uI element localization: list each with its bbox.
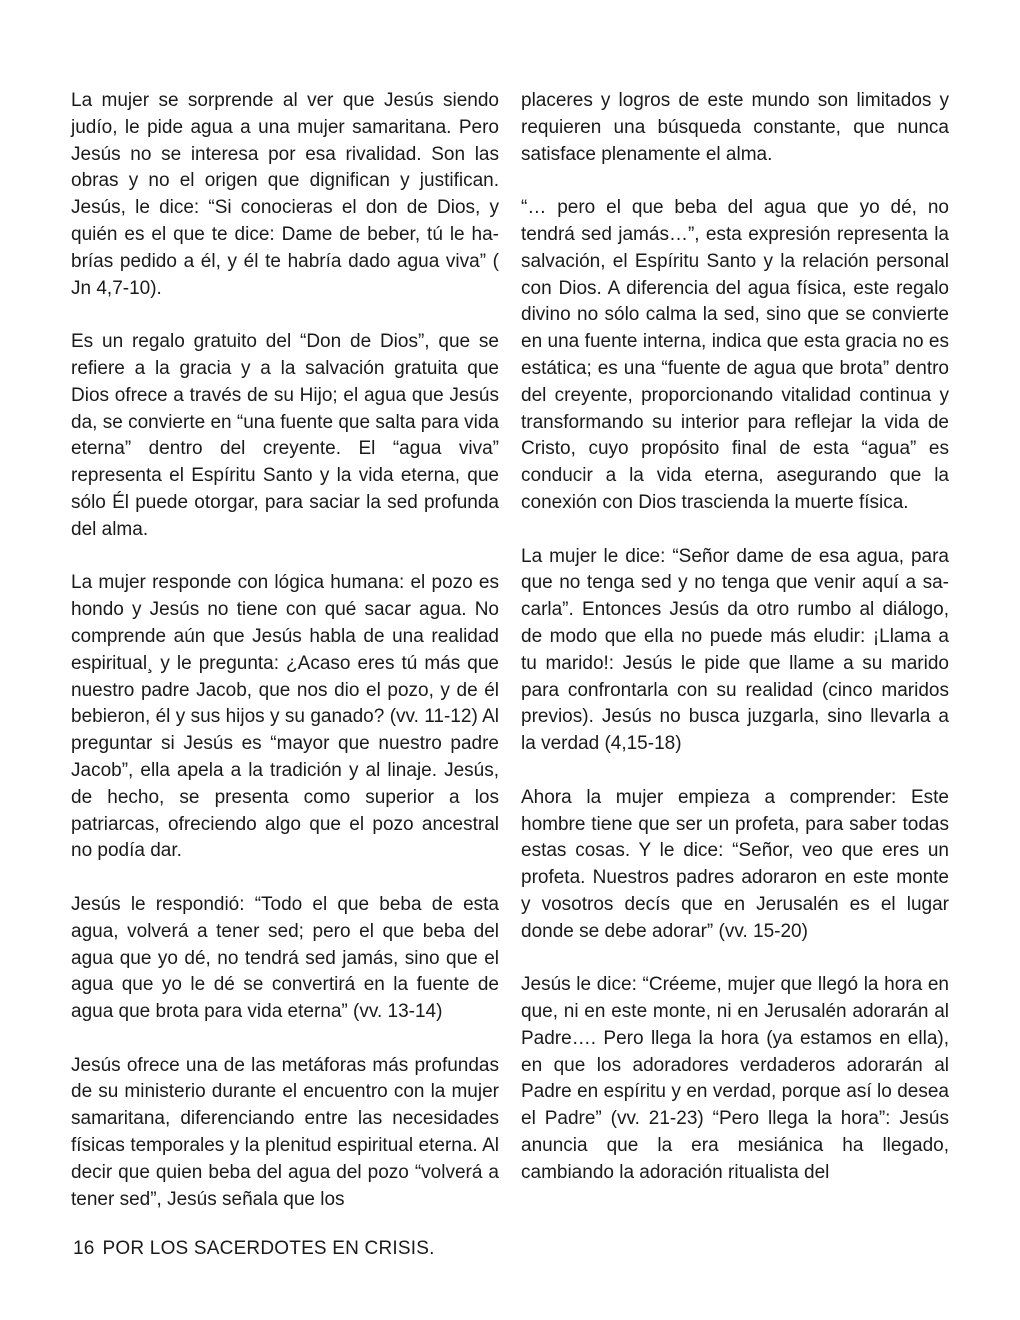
paragraph: Jesús le respondió: “Todo el que beba de esta agua, volverá a tener sed; pero el que beba del agua que yo dé, no tendrá sed jamás, sino que el agua que yo le dé se convertirá en la fuente de agua que brota para vida eterna” (vv. 13-14): [71, 893, 499, 1023]
paragraph: La mujer responde con lógica humana: el pozo es hondo y Jesús no tiene con qué sacar agua. No comprende aún que Jesús habla de una realidad espiritual¸ y le pregunta: ¿Acaso eres tú más que nuestro padre Jacob, que nos dio el pozo, y de él bebieron, él y sus hijos y su ganado? (vv. 11-12) Al preguntar si Jesús es “mayor que nuestro padre Jacob”, ella apela a la tradición y al linaje. Jesús, de hecho, se presenta como superior a los patriarcas, ofreciendo algo que el pozo ancestral no podía dar.: [71, 572, 499, 862]
paragraph: Es un regalo gratuito del “Don de Dios”, que se refiere a la gracia y a la salvación gratuita que Dios ofrece a través de su Hijo; el agua que Jesús da, se convierte en “una fuente que salta para vida eterna” dentro del creyente. El “agua viva” representa el Espíritu Santo y la vida eterna, que sólo Él puede otorgar, para saciar la sed profunda del alma.: [71, 331, 499, 540]
paragraph: placeres y logros de este mundo son limitados y requieren una búsqueda constante, que nunca satisface plenamente el alma.: [521, 90, 949, 165]
paragraph: La mujer se sorprende al ver que Jesús siendo judío, le pide agua a una mujer samaritana. Pero Jesús no se interesa por esa rivalidad. Son las obras y no el origen que dignifican y justifican. Jesús, le dice: “Si conocieras el don de Dios, y quién es el que te dice: Dame de beber, tú le habrías pedido a él, y él te habría dado agua viva” ( Jn 4,7-10).: [71, 90, 499, 299]
paragraph: Jesús ofrece una de las metáforas más profundas de su ministerio durante el encuentro con la mujer samaritana, diferenciando entre las necesidades físicas temporales y la plenitud espiritual eterna. Al decir que quien beba del agua del pozo “volverá a tener sed”, Jesús señala que los: [71, 1054, 499, 1210]
publication-title: POR LOS SACERDOTES EN CRISIS.: [102, 1238, 435, 1259]
left-column: [71, 88, 499, 1240]
page-number: 16: [73, 1238, 95, 1259]
paragraph: Jesús le dice: “Créeme, mujer que llegó la hora en que, ni en este monte, ni en Jerusalén adorarán al Padre…. Pero llega la hora (ya estamos en ella), en que los adoradores verdaderos adorarán al Padre en espíritu y en verdad, porque así lo desea el Padre” (vv. 21-23) “Pero llega la hora”: Jesús anuncia que la era mesiánica ha llegado, cambiando la adoración ritualista del: [521, 974, 949, 1183]
right-column: [521, 88, 949, 1213]
paragraph: “… pero el que beba del agua que yo dé, no tendrá sed jamás…”, esta expresión representa la salvación, el Espíritu Santo y la relación personal con Dios. A diferencia del agua física, este regalo divino no sólo calma la sed, sino que se convierte en una fuente interna, indica que esta gracia no es estática; es una “fuente de agua que brota” dentro del creyente, proporcionando vitalidad continua y transformando su interior para reflejar la vida de Cristo, cuyo propósito final de esta “agua” es conducir a la vida eterna, asegurando que la conexión con Dios trascienda la muerte física.: [521, 197, 949, 513]
paragraph: La mujer le dice: “Señor dame de esa agua, para que no tenga sed y no tenga que venir aquí a sacarla”. Entonces Jesús da otro rumbo al diálogo, de modo que ella no puede más eludir: ¡Llama a tu marido!: Jesús le pide que llame a su marido para confrontarla con su realidad (cinco maridos previos). Jesús no busca juzgarla, sino llevarla a la verdad (4,15-18): [521, 545, 949, 755]
page-footer: [73, 1236, 435, 1262]
paragraph: Ahora la mujer empieza a comprender: Este hombre tiene que ser un profeta, para saber todas estas cosas. Y le dice: “Señor, veo que eres un profeta. Nuestros padres adoraron en este monte y vosotros decís que en Jerusalén es el lugar donde se debe adorar” (vv. 15-20): [521, 786, 949, 942]
